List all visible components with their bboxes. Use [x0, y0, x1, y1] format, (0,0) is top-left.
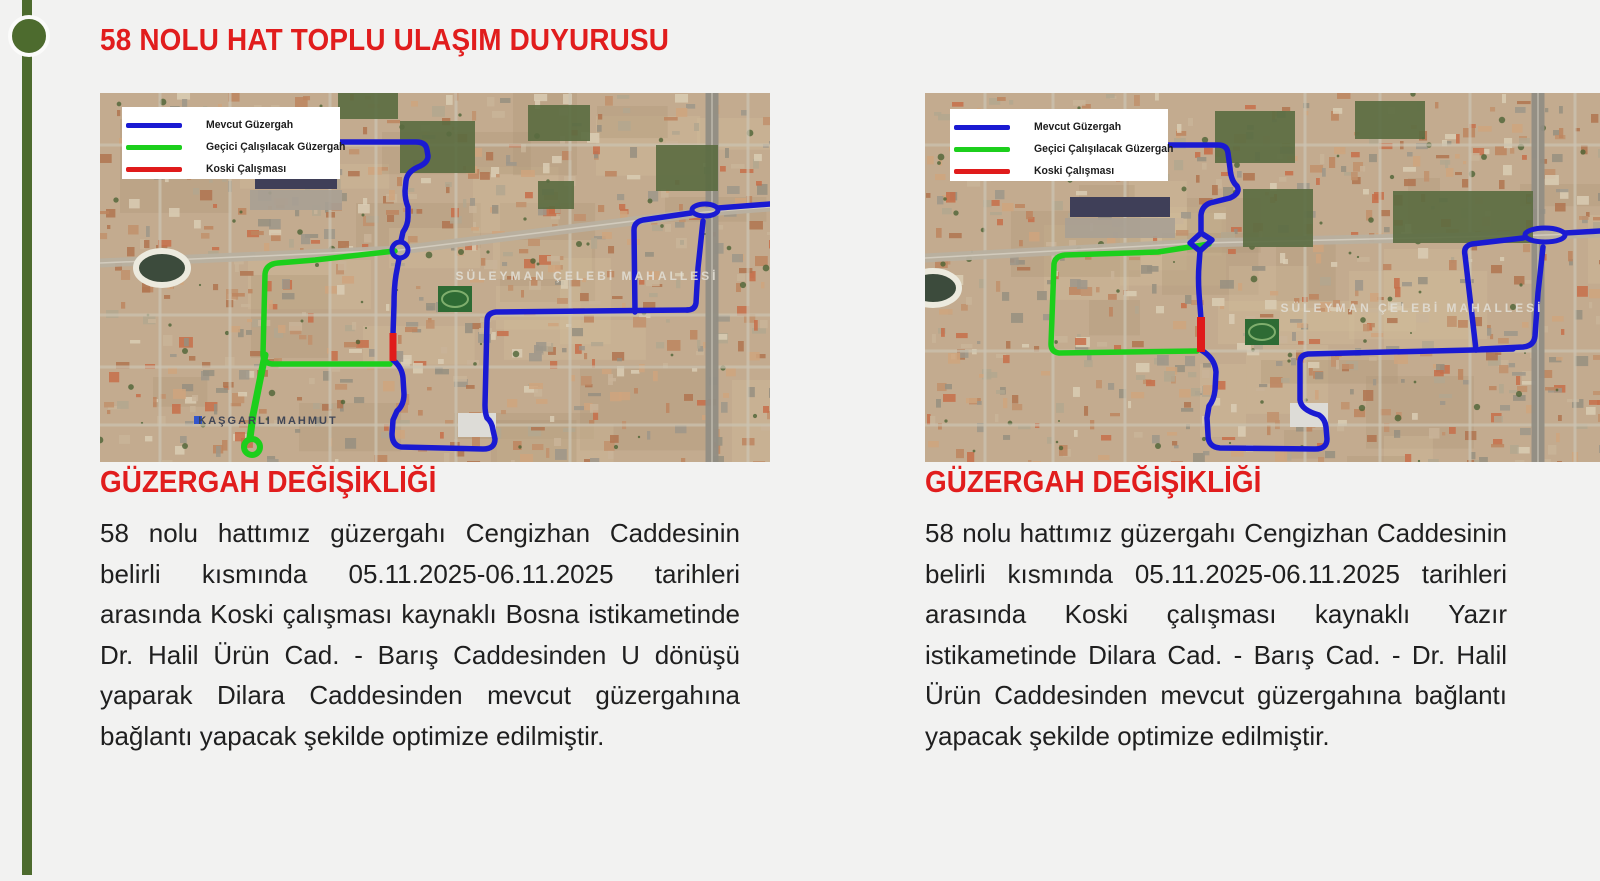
- accent-bar: [22, 0, 32, 875]
- panel-yazir-direction: [925, 93, 1600, 751]
- route-map-bosna: [100, 93, 770, 462]
- announcement-text-bosna: 58 nolu hattımız güzergahı Cengizhan Caddesinin belirli kısmında 05.11.2025-06.11.2025 tarihleri arasında Koski çalışması kaynaklı Bosna istikametinde Dr. Halil Ürün Cad. - Barış Caddesinden U dönüşü yaparak Dilara Caddesinden mevcut güzergahına bağlantı yapacak şekilde optimize edilmiştir.: [100, 518, 740, 751]
- legend-row-temporary-route: [954, 138, 1174, 160]
- panel-bosna-direction: [100, 93, 770, 751]
- district-label: SÜLEYMAN ÇELEBİ MAHALLESİ: [1280, 301, 1544, 315]
- mall-building: [1070, 197, 1170, 217]
- legend-row-current-route: [126, 114, 340, 136]
- section-heading: GÜZERGAH DEĞİŞİKLİĞİ: [100, 464, 437, 499]
- accent-dot: [8, 15, 50, 57]
- page-title: 58 NOLU HAT TOPLU ULAŞIM DUYURUSU: [100, 22, 670, 57]
- temporary-route-swatch: [126, 145, 182, 150]
- sports-field: [1245, 319, 1279, 345]
- district-label-2: KAŞGARLI MAHMUT: [198, 415, 338, 427]
- legend-label: Koski Çalışması: [206, 163, 287, 175]
- legend-label: Koski Çalışması: [1034, 165, 1115, 177]
- koski-work-swatch: [954, 169, 1010, 174]
- koski-work-swatch: [126, 167, 182, 172]
- current-route-swatch: [126, 123, 182, 128]
- legend-label: Mevcut Güzergah: [1034, 121, 1122, 133]
- legend-row-current-route: [954, 116, 1168, 138]
- legend-row-koski-work: [126, 158, 340, 180]
- legend-label: Mevcut Güzergah: [206, 119, 294, 131]
- legend-label: Geçici Çalışılacak Güzergah: [1034, 143, 1174, 155]
- legend-label: Geçici Çalışılacak Güzergah: [206, 141, 346, 153]
- legend-row-temporary-route: [126, 136, 346, 158]
- legend-row-koski-work: [954, 160, 1168, 182]
- stadium-icon: [136, 251, 188, 285]
- district-label: SÜLEYMAN ÇELEBİ MAHALLESİ: [455, 269, 719, 283]
- route-map-yazir: [925, 93, 1600, 462]
- announcement-text-yazir: 58 nolu hattımız güzergahı Cengizhan Caddesinin belirli kısmında 05.11.2025-06.11.2025 tarihleri arasında Koski çalışması kaynaklı Yazır istikametinde Dilara Cad. - Barış Cad. - Dr. Halil Ürün Caddesinden mevcut güzergahına bağlantı yapacak şekilde optimize edilmiştir.: [925, 518, 1507, 751]
- map-legend: [122, 107, 346, 179]
- temporary-route-swatch: [954, 147, 1010, 152]
- map-legend: [950, 109, 1174, 181]
- current-route-swatch: [954, 125, 1010, 130]
- sports-field: [438, 286, 472, 312]
- stadium-icon: [925, 271, 959, 305]
- section-heading: GÜZERGAH DEĞİŞİKLİĞİ: [925, 464, 1262, 499]
